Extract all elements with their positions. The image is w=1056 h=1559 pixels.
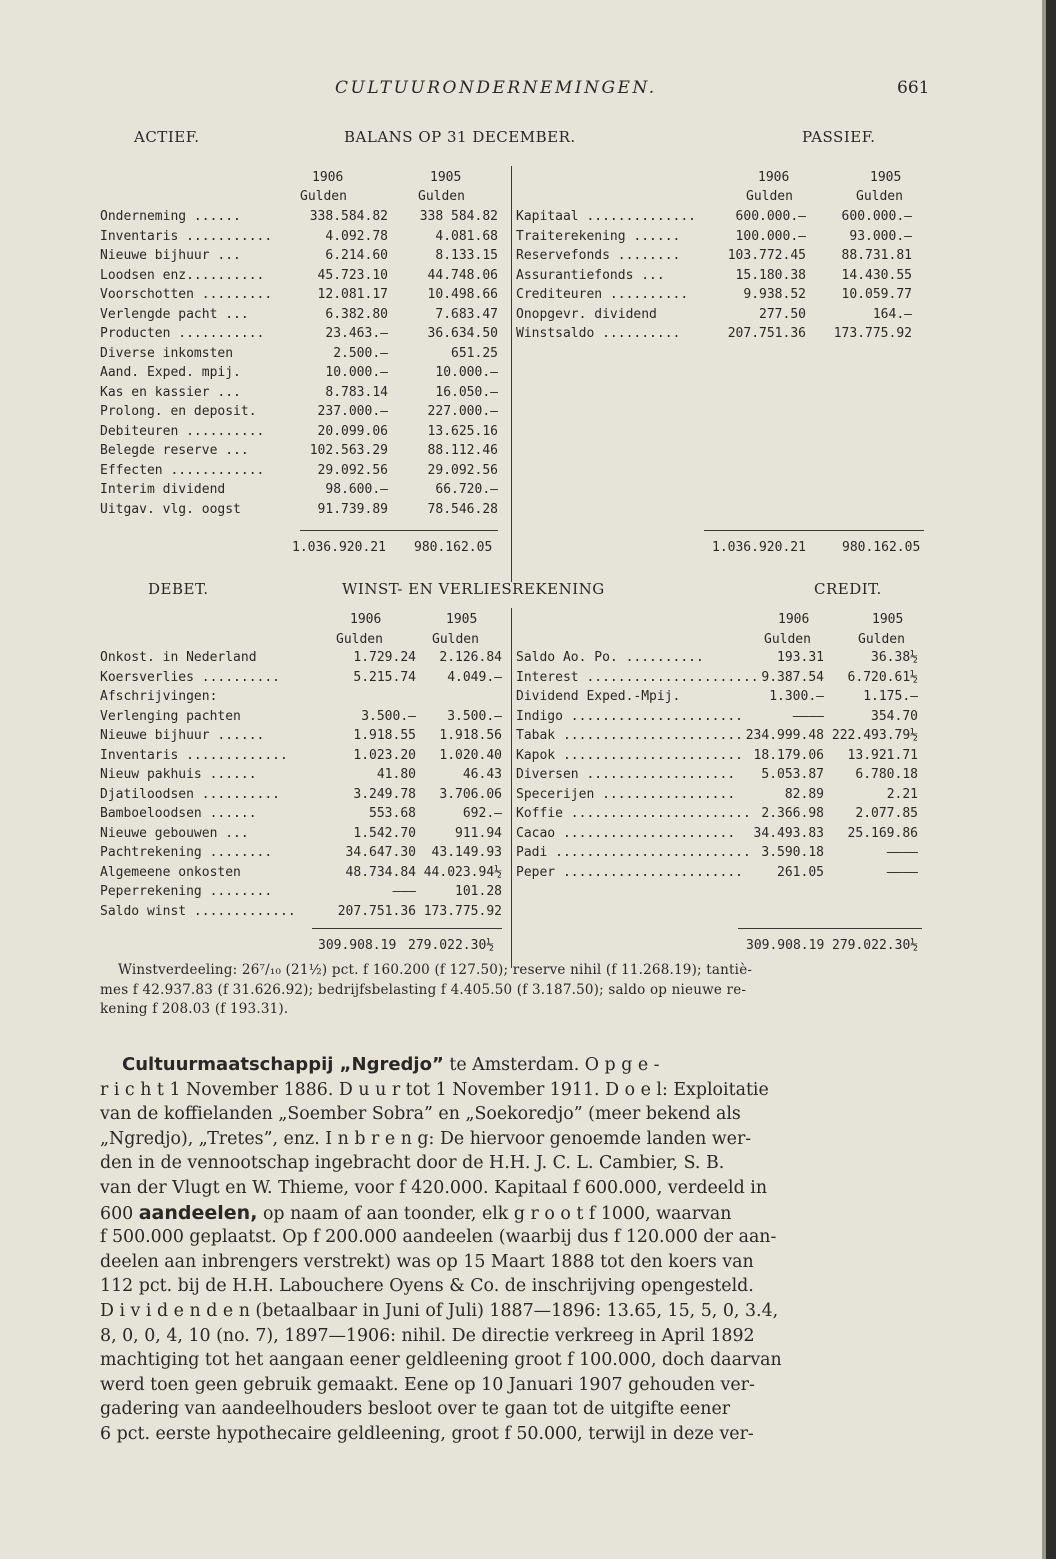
value-1906: 207.751.36 (337, 903, 416, 919)
row-label: Producten ........... (100, 326, 265, 341)
article-line: den in de vennootschap ingebracht door de H.H. J. C. L. Cambier, S. B. (100, 1153, 725, 1174)
balans-actief-year-1905: 1905 (430, 170, 462, 185)
balans-passief-total-1906: 1.036.920.21 (712, 540, 806, 555)
winstverdeeling-line: mes f 42.937.83 (f 31.626.92); bedrijfsbelasting f 4.405.50 (f 3.187.50); saldo op nieuwe re- (100, 981, 747, 998)
value-1906: 261.05 (777, 864, 824, 880)
value-1906: 82.89 (784, 786, 824, 802)
value-1906: 20.099.06 (317, 423, 388, 439)
value-1906: 100.000.— (735, 228, 806, 244)
table-row (100, 422, 498, 442)
balans-passief-total-1905: 980.162.05 (842, 540, 921, 555)
winst-debet-total-1906: 309.908.19 (318, 938, 397, 953)
value-1906: 1.023.20 (353, 747, 416, 763)
row-label: Onderneming ...... (100, 209, 241, 224)
value-1906: 6.214.60 (325, 248, 388, 263)
value-1905: ———— (886, 845, 918, 860)
value-1905: 13.625.16 (427, 423, 498, 439)
value-1906: 234.999.48 (745, 728, 824, 743)
balans-actief-unit-1905: Gulden (418, 189, 465, 204)
row-label: Winstsaldo .......... (516, 326, 681, 341)
table-row (100, 843, 502, 863)
page-edge-gutter (1042, 0, 1046, 1559)
row-label: Djatiloodsen .......... (100, 786, 281, 802)
value-1906: 18.179.06 (753, 747, 824, 763)
table-row (100, 461, 498, 481)
value-1905: 78.546.28 (427, 501, 498, 517)
article-line: r i c h t 1 November 1886. D u u r tot 1 November 1911. D o e l: Exploitatie (100, 1079, 769, 1100)
row-label: Nieuwe bijhuur ... (100, 248, 241, 263)
row-label: Inventaris ........... (100, 228, 273, 244)
value-1906: 10.000.— (325, 365, 388, 380)
value-1906: 29.092.56 (317, 462, 388, 478)
article-line: f 500.000 geplaatst. Op f 200.000 aandeelen (waarbij dus f 120.000 der aan- (100, 1227, 777, 1248)
winst-debet-unit-1905: Gulden (432, 632, 479, 647)
table-row (100, 285, 498, 305)
row-label: Pachtrekening ........ (100, 845, 273, 860)
winst-debet-table (100, 648, 502, 921)
winst-credit-year-1905: 1905 (872, 612, 904, 627)
value-1906: 45.723.10 (317, 267, 388, 283)
balans-divider (511, 166, 512, 582)
value-1905: 44.023.94½ (423, 864, 502, 880)
table-row (516, 863, 918, 883)
value-1906: 193.31 (777, 650, 824, 665)
row-label: Crediteuren .......... (516, 287, 689, 302)
value-1905: 6.720.61½ (847, 669, 918, 685)
row-label: Belegde reserve ... (100, 443, 249, 458)
value-1906: 5.053.87 (761, 767, 824, 782)
value-1905 (416, 687, 502, 707)
row-label: Uitgav. vlg. oogst (100, 501, 241, 517)
table-row (100, 227, 498, 247)
value-1905: 6.780.18 (855, 767, 918, 782)
value-1906: 12.081.17 (317, 287, 388, 302)
value-1905: 36.38½ (871, 650, 918, 665)
value-1905: 43.149.93 (431, 845, 502, 860)
article-line: 8, 0, 0, 4, 10 (no. 7), 1897—1906: nihil. De directie verkreeg in April 1892 (100, 1325, 755, 1346)
winstverdeeling-line: Winstverdeeling: 26⁷/₁₀ (21½) pct. f 160.200 (f 127.50); reserve nihil (f 11.268.19); tantiè- (118, 962, 753, 978)
article-line: „Ngredjo), „Tretes”, enz. I n b r e n g: De hiervoor genoemde landen wer- (100, 1128, 752, 1149)
value-1906: 34.647.30 (345, 845, 416, 860)
table-row (516, 804, 918, 824)
row-label: Verlenging pachten (100, 708, 241, 724)
table-row (100, 668, 502, 688)
value-1905: 14.430.55 (841, 267, 912, 283)
table-row (516, 324, 912, 344)
value-1906: 4.092.78 (325, 228, 388, 244)
winst-credit-table (516, 648, 918, 882)
row-label: Effecten ............ (100, 462, 265, 478)
value-1905: 3.500.— (447, 708, 502, 724)
value-1905: ———— (886, 864, 918, 880)
article-line: Cultuurmaatschappij „Ngredjo” te Amsterdam. O p g e - (122, 1054, 660, 1075)
table-row (100, 246, 498, 266)
value-1906: ——— (392, 884, 416, 899)
value-1905: 101.28 (455, 884, 502, 899)
article-line: 600 aandeelen, op naam of aan toonder, elk g r o o t f 1000, waarvan (100, 1201, 732, 1224)
row-label: Kas en kassier ... (100, 384, 241, 400)
row-label: Debiteuren .......... (100, 423, 265, 439)
row-label: Onkost. in Nederland (100, 650, 257, 665)
table-row (516, 687, 918, 707)
value-1905: 911.94 (455, 825, 502, 841)
balans-passief-heading: PASSIEF. (802, 128, 876, 146)
winst-divider (511, 608, 512, 968)
value-1906: 6.382.80 (325, 306, 388, 322)
table-row (100, 707, 502, 727)
balans-passief-year-1906: 1906 (758, 170, 790, 185)
table-row (516, 305, 912, 325)
value-1905: 338 584.82 (419, 209, 498, 224)
value-1906: 23.463.— (325, 326, 388, 341)
row-label: Traiterekening ...... (516, 228, 681, 244)
balans-title: BALANS OP 31 DECEMBER. (344, 128, 576, 146)
row-label: Dividend Exped.-Mpij. (516, 689, 681, 704)
row-label: Loodsen enz.......... (100, 267, 265, 283)
winstverdeeling-note (100, 961, 925, 1020)
row-label: Reservefonds ........ (516, 248, 681, 263)
balans-actief-total-1905: 980.162.05 (414, 540, 493, 555)
table-row (100, 305, 498, 325)
table-row (516, 824, 918, 844)
value-1906: 8.783.14 (325, 384, 388, 400)
article-line: gadering van aandeelhouders besloot over te gaan tot de uitgifte eener (100, 1399, 731, 1420)
value-1905: 354.70 (871, 708, 918, 724)
row-label: Verlengde pacht ... (100, 306, 249, 322)
balans-passief-unit-1906: Gulden (746, 189, 793, 204)
row-label: Tabak ....................... (516, 728, 743, 743)
article-line: 112 pct. bij de H.H. Labouchere Oyens & Co. de inschrijving opengesteld. (100, 1276, 754, 1297)
table-row (516, 765, 918, 785)
value-1905: 173.775.92 (423, 903, 502, 919)
value-1905: 25.169.86 (847, 825, 918, 841)
value-1906: 1.542.70 (353, 825, 416, 841)
winst-debet-total-1905: 279.022.30½ (408, 938, 495, 953)
value-1905: 44.748.06 (427, 267, 498, 283)
winst-credit-year-1906: 1906 (778, 612, 810, 627)
aandeelen-emphasis: aandeelen, (138, 1201, 258, 1224)
table-row (100, 902, 502, 922)
page-edge-shadow (1046, 0, 1056, 1559)
winst-debet-unit-1906: Gulden (336, 632, 383, 647)
value-1906: 98.600.— (325, 482, 388, 497)
value-1906: 600.000.— (735, 209, 806, 224)
value-1905: 2.126.84 (439, 650, 502, 665)
table-row (516, 207, 912, 227)
table-row (516, 227, 912, 247)
row-label: Afschrijvingen: (100, 689, 218, 704)
winst-credit-unit-1906: Gulden (764, 632, 811, 647)
balans-actief-total-1906: 1.036.920.21 (292, 540, 386, 555)
table-row (516, 726, 918, 746)
table-row (100, 863, 502, 883)
table-row (516, 843, 918, 863)
article-line: werd toen geen gebruik gemaakt. Eene op 10 Januari 1907 gehouden ver- (100, 1374, 755, 1395)
table-row (100, 363, 498, 383)
row-label: Nieuwe bijhuur ...... (100, 728, 265, 743)
article-line: 6 pct. eerste hypothecaire geldleening, groot f 50.000, terwijl in deze ver- (100, 1423, 754, 1444)
value-1906: 3.590.18 (761, 845, 824, 860)
table-row (516, 785, 918, 805)
table-row (100, 266, 498, 286)
balans-passief-unit-1905: Gulden (856, 189, 903, 204)
value-1906: 338.584.82 (309, 209, 388, 224)
value-1905: 2.077.85 (855, 806, 918, 821)
winst-credit-heading: CREDIT. (814, 580, 882, 598)
value-1905: 16.050.— (435, 384, 498, 400)
row-label: Interim dividend (100, 482, 226, 497)
winst-debet-heading: DEBET. (148, 580, 209, 598)
balans-actief-year-1906: 1906 (312, 170, 344, 185)
value-1905: 93.000.— (849, 228, 912, 244)
balans-passief-total-rule (704, 530, 924, 531)
balans-actief-table (100, 207, 498, 519)
article-line: van der Vlugt en W. Thieme, voor f 420.000. Kapitaal f 600.000, verdeeld in (100, 1177, 768, 1198)
value-1906: 2.366.98 (761, 806, 824, 821)
value-1906: 103.772.45 (727, 248, 806, 263)
value-1906: 237.000.— (317, 404, 388, 419)
row-label: Kapok ....................... (516, 747, 743, 763)
value-1906: 9.387.54 (761, 669, 824, 685)
table-row (100, 746, 502, 766)
value-1906: 1.300.— (769, 689, 824, 704)
value-1906: 102.563.29 (309, 443, 388, 458)
table-row (100, 383, 498, 403)
value-1906: 1.918.55 (353, 728, 416, 743)
row-label: Inventaris ............. (100, 747, 288, 763)
value-1906: 3.249.78 (353, 786, 416, 802)
running-title: CULTUURONDERNEMINGEN. (335, 78, 657, 98)
table-row (100, 726, 502, 746)
value-1906: 9.938.52 (743, 287, 806, 302)
row-label: Onopgevr. dividend (516, 306, 657, 322)
value-1906: ———— (792, 708, 824, 724)
value-1906: 48.734.84 (345, 864, 416, 880)
balans-passief-table (516, 207, 912, 344)
value-1905: 8.133.15 (435, 248, 498, 263)
row-label: Koffie ....................... (516, 806, 751, 821)
row-label: Prolong. en deposit. (100, 404, 257, 419)
value-1906: 34.493.83 (753, 825, 824, 841)
value-1905: 4.081.68 (435, 228, 498, 244)
row-label: Diversen ................... (516, 767, 736, 782)
value-1905: 7.683.47 (435, 306, 498, 322)
winstverdeeling-line: kening f 208.03 (f 193.31). (100, 1001, 289, 1017)
table-row (100, 324, 498, 344)
row-label: Algemeene onkosten (100, 864, 241, 880)
row-label: Indigo ...................... (516, 708, 743, 724)
row-label: Specerijen ................. (516, 786, 736, 802)
winst-credit-total-1905: 279.022.30½ (832, 938, 919, 953)
row-label: Aand. Exped. mpij. (100, 365, 241, 380)
row-label: Assurantiefonds ... (516, 267, 665, 283)
row-label: Nieuwe gebouwen ... (100, 825, 249, 841)
page-number: 661 (897, 78, 930, 98)
company-name: Cultuurmaatschappij „Ngredjo” (122, 1054, 444, 1075)
balans-passief-year-1905: 1905 (870, 170, 902, 185)
value-1905: 600.000.— (841, 209, 912, 224)
row-label: Nieuw pakhuis ...... (100, 767, 257, 782)
row-label: Koersverlies .......... (100, 669, 281, 685)
article-line: machtiging tot het aangaan eener geldleening groot f 100.000, doch daarvan (100, 1350, 782, 1371)
value-1906: 277.50 (759, 306, 806, 322)
balans-actief-unit-1906: Gulden (300, 189, 347, 204)
value-1905: 10.059.77 (841, 287, 912, 302)
value-1905: 66.720.— (435, 482, 498, 497)
table-row (100, 441, 498, 461)
row-label: Voorschotten ......... (100, 287, 273, 302)
table-row (100, 882, 502, 902)
value-1906: 91.739.89 (317, 501, 388, 517)
value-1905: 4.049.— (447, 669, 502, 685)
table-row (100, 207, 498, 227)
row-label: Padi ......................... (516, 845, 751, 860)
row-label: Peperrekening ........ (100, 884, 273, 899)
value-1905: 36.634.50 (427, 326, 498, 341)
table-row (516, 266, 912, 286)
value-1905: 651.25 (451, 345, 498, 361)
article-line: deelen aan inbrengers verstrekt) was op 15 Maart 1888 tot den koers van (100, 1251, 754, 1272)
winst-title: WINST- EN VERLIESREKENING (342, 580, 605, 598)
winst-debet-year-1905: 1905 (446, 612, 478, 627)
value-1905: 2.21 (886, 786, 918, 802)
value-1905: 227.000.— (427, 404, 498, 419)
table-row (516, 707, 918, 727)
winst-debet-year-1906: 1906 (350, 612, 382, 627)
table-row (100, 500, 498, 520)
article-line: D i v i d e n d e n (betaalbaar in Juni of Juli) 1887—1896: 13.65, 15, 5, 0, 3.4, (100, 1300, 779, 1321)
value-1906: 3.500.— (361, 708, 416, 724)
company-article (100, 1053, 930, 1447)
value-1905: 10.498.66 (427, 287, 498, 302)
value-1905: 164.— (872, 306, 912, 322)
value-1906: 553.68 (369, 806, 416, 821)
value-1906: 2.500.— (333, 345, 388, 361)
value-1905: 46.43 (462, 767, 502, 782)
value-1905: 173.775.92 (833, 326, 912, 341)
table-row (100, 648, 502, 668)
row-label: Peper ....................... (516, 864, 743, 880)
winst-credit-total-1906: 309.908.19 (746, 938, 825, 953)
winst-credit-total-rule (738, 928, 922, 929)
table-row (516, 285, 912, 305)
value-1905: 3.706.06 (439, 786, 502, 802)
row-label: Cacao ...................... (516, 825, 736, 841)
table-row (516, 648, 918, 668)
table-row (100, 824, 502, 844)
row-label: Bamboeloodsen ...... (100, 806, 257, 821)
value-1906: 1.729.24 (353, 650, 416, 665)
table-row (100, 765, 502, 785)
winst-debet-total-rule (312, 928, 502, 929)
value-1905: 1.918.56 (439, 728, 502, 743)
table-row (100, 785, 502, 805)
value-1906 (312, 687, 416, 707)
table-row (100, 804, 502, 824)
row-label: Saldo Ao. Po. .......... (516, 650, 704, 665)
table-row (100, 344, 498, 364)
value-1906: 41.80 (376, 767, 416, 782)
winst-credit-unit-1905: Gulden (858, 632, 905, 647)
value-1905: 1.020.40 (439, 747, 502, 763)
balans-actief-total-rule (300, 530, 498, 531)
value-1906: 5.215.74 (353, 669, 416, 685)
value-1906: 15.180.38 (735, 267, 806, 283)
table-row (516, 246, 912, 266)
table-row (516, 668, 918, 688)
value-1905: 1.175.— (863, 689, 918, 704)
value-1905: 10.000.— (435, 365, 498, 380)
row-label: Saldo winst ............. (100, 903, 296, 919)
table-row (100, 480, 498, 500)
value-1906: 207.751.36 (727, 326, 806, 341)
value-1905: 29.092.56 (427, 462, 498, 478)
value-1905: 88.731.81 (841, 248, 912, 263)
table-row (100, 402, 498, 422)
table-row (100, 687, 502, 707)
row-label: Kapitaal .............. (516, 209, 697, 224)
value-1905: 222.493.79½ (831, 728, 918, 743)
row-label: Interest ...................... (516, 669, 759, 685)
balans-actief-heading: ACTIEF. (134, 128, 200, 146)
row-label: Diverse inkomsten (100, 345, 234, 361)
table-row (516, 746, 918, 766)
value-1905: 88.112.46 (427, 443, 498, 458)
article-line: van de koffielanden „Soember Sobra” en „Soekoredjo” (meer bekend als (100, 1104, 741, 1125)
value-1905: 13.921.71 (847, 747, 918, 763)
value-1905: 692.— (462, 806, 502, 821)
